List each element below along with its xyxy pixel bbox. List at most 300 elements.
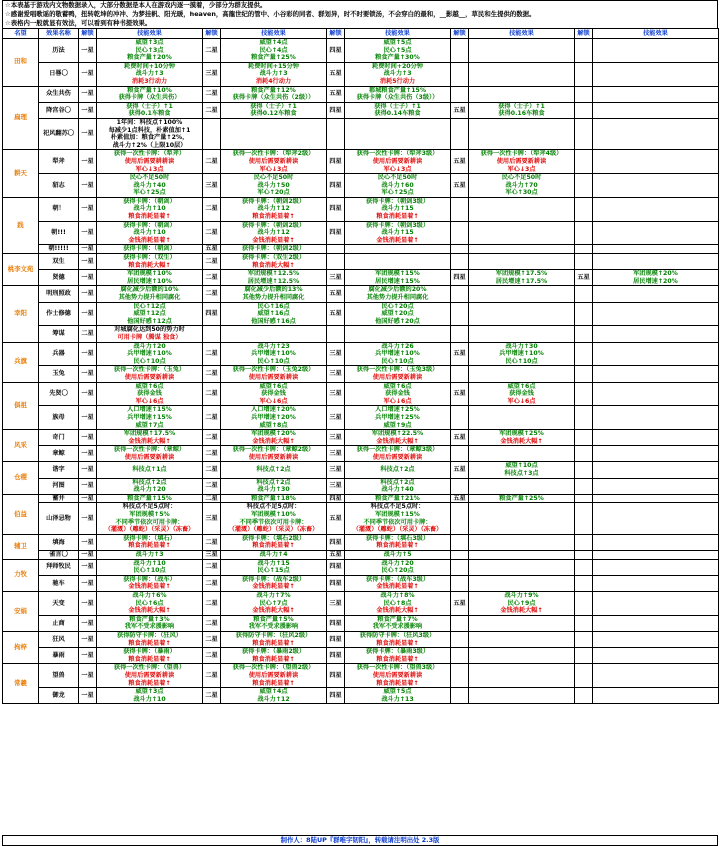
effect-line: 粮食产量↑25% [499, 494, 544, 502]
unlock-tier-cell: 四星 [327, 534, 345, 550]
effect-line: 民心↑20点 [381, 567, 414, 575]
header-effect-name: 效果名称 [39, 29, 79, 39]
effect-line: 其他势力提升相同腐化 [118, 294, 181, 301]
skill-effect-cell [345, 430, 451, 446]
unlock-tier-cell: 三星 [327, 406, 345, 430]
unlock-tier-cell [451, 254, 469, 270]
unlock-tier-cell [451, 118, 469, 149]
effect-line: 军心↑25点 [381, 189, 414, 197]
effect-line: 金钱消耗大幅↑ [252, 437, 295, 445]
effect-line: 民心↑20点 [381, 302, 414, 310]
table-row [3, 631, 719, 647]
effect-line: 获得卡牌：（暴雨2级） [241, 648, 306, 656]
skill-effect-cell [221, 615, 327, 631]
table-row [3, 342, 719, 366]
unlock-tier-cell [451, 286, 469, 302]
skill-effect-cell [221, 430, 327, 446]
table-row [3, 575, 719, 591]
category-cell: 安娟 [3, 591, 39, 631]
effect-line: 战斗力↑26 [381, 342, 414, 350]
skill-effect-cell [97, 688, 203, 704]
unlock-tier-cell: 五星 [327, 551, 345, 560]
skill-effect-cell [593, 86, 719, 102]
effect-line: 获得卡牌：（双生2级） [241, 254, 306, 262]
skill-effect-cell [221, 39, 327, 63]
effect-line: 战斗力↑12 [257, 229, 290, 237]
effect-line: 获得金钱 [509, 390, 534, 398]
skill-effect-cell [469, 559, 575, 575]
skill-effect-cell [221, 551, 327, 560]
effect-line: 军团规模↑5% [129, 511, 170, 519]
header-unlock: 解锁 [575, 29, 593, 39]
skill-effect-cell [593, 648, 719, 664]
effect-line: 我军不受求援影响 [248, 623, 299, 631]
table-row [3, 615, 719, 631]
effect-line: 不同季节依次可用卡牌： [239, 518, 308, 526]
effect-line: 耗费时间+10分钟 [124, 62, 175, 70]
unlock-tier-cell [575, 39, 593, 63]
table-row [3, 39, 719, 63]
category-cell: 践 [3, 197, 39, 253]
unlock-tier-cell [575, 575, 593, 591]
relic-name-cell: 填海 [39, 534, 79, 550]
skill-effect-cell [593, 62, 719, 86]
table-row [3, 286, 719, 302]
unlock-tier-cell [575, 406, 593, 430]
effect-line: 军团规模↑12.5% [247, 270, 300, 278]
relic-name-cell: 蓄井 [39, 494, 79, 503]
skill-effect-cell [221, 494, 327, 503]
unlock-tier-cell: 三星 [327, 366, 345, 382]
effect-line: 获得一次性卡牌：（犁斧2级） [232, 150, 315, 158]
effect-line: 金钱消耗显着↑ [128, 236, 171, 244]
skill-effect-cell [345, 494, 451, 503]
relic-name-cell: 山泽忌物 [39, 503, 79, 534]
effect-line: 威望↑3点 [135, 39, 164, 46]
skill-effect-cell [97, 664, 203, 688]
skill-effect-cell [593, 430, 719, 446]
skill-effect-cell [469, 197, 575, 221]
skill-effect-cell [593, 575, 719, 591]
unlock-tier-cell: 四星 [327, 221, 345, 245]
table-row [3, 462, 719, 478]
effect-line: 获得卡牌：（填石3级） [365, 534, 430, 542]
note-line: ☆表格内一般就显有效法，可以看到有种书提效果。 [5, 19, 152, 27]
unlock-tier-cell: 一星 [79, 494, 97, 503]
skill-effect-cell [345, 615, 451, 631]
skill-effect-cell [221, 150, 327, 174]
skill-effect-cell [593, 591, 719, 615]
unlock-tier-cell: 二星 [203, 591, 221, 615]
unlock-tier-cell: 二星 [203, 221, 221, 245]
skill-effect-cell [469, 366, 575, 382]
relic-name-cell: 暴雨 [39, 648, 79, 664]
unlock-tier-cell: 二星 [203, 478, 221, 494]
relic-name-cell: 贤德 [39, 270, 79, 286]
unlock-tier-cell: 四星 [327, 688, 345, 704]
effect-line: 获得（士子）↑1 [126, 102, 173, 110]
skill-effect-cell [593, 406, 719, 430]
effect-line: 使用后需要新耕读 [372, 373, 423, 381]
unlock-tier-cell: 五星 [451, 494, 469, 503]
skill-effect-cell [97, 150, 203, 174]
unlock-tier-cell: 三星 [327, 591, 345, 615]
unlock-tier-cell: 三星 [327, 342, 345, 366]
skill-effect-cell [593, 118, 719, 149]
skill-effect-cell [593, 221, 719, 245]
effect-line: 1年间：科技点↑100% [116, 118, 183, 126]
skill-effect-cell [345, 551, 451, 560]
effect-line: 兵甲增速↑10% [127, 350, 172, 358]
effect-line: 金钱消耗显着↑ [252, 236, 295, 244]
effect-line: 获得金钱 [385, 390, 410, 398]
relic-name-cell: 玉兔 [39, 366, 79, 382]
effect-line: 消耗3行动力 [131, 77, 168, 85]
effect-line: 使用后需要新耕读 [248, 671, 299, 679]
effect-line: 获得一次性卡牌：（望兽2级） [232, 664, 315, 672]
unlock-tier-cell: 三星 [327, 478, 345, 494]
effect-line: 兵甲增速↑10% [375, 350, 420, 358]
table-row [3, 254, 719, 270]
unlock-tier-cell: 一星 [79, 286, 97, 302]
effect-line: 其他势力提升相同腐化 [366, 294, 429, 301]
table-row [3, 150, 719, 174]
skill-effect-cell [221, 382, 327, 406]
effect-line: 粮食产量↑18% [251, 494, 296, 502]
unlock-tier-cell: 一星 [79, 406, 97, 430]
skill-effect-cell [345, 286, 451, 302]
effect-line: 粮食消耗大幅↑ [252, 261, 295, 269]
effect-line: 获得（士子）↑1 [374, 102, 421, 110]
skill-effect-cell [469, 478, 575, 494]
effect-line: 民心↑10点 [381, 357, 414, 365]
relic-name-cell: 双生 [39, 254, 79, 270]
effect-line: 人口增速↑25% [375, 406, 420, 414]
effect-line: 兵甲增速↑25% [375, 413, 420, 421]
effect-line: 使用后需要新耕读 [248, 453, 299, 461]
unlock-tier-cell: 二星 [203, 575, 221, 591]
skill-effect-cell [97, 462, 203, 478]
relic-name-cell: 望兽 [39, 664, 79, 688]
effect-line: 每减少1点科技，朴素值加↑1 [108, 126, 191, 134]
unlock-tier-cell [451, 575, 469, 591]
effect-line: 民心↑6点 [135, 599, 164, 607]
effect-line: 威望↑5点 [383, 688, 412, 696]
unlock-tier-cell [451, 302, 469, 326]
table-row [3, 494, 719, 503]
skill-effect-cell [345, 631, 451, 647]
effect-line: 兵甲增速↑15% [127, 413, 172, 421]
notes-block [2, 0, 718, 28]
unlock-tier-cell [451, 39, 469, 63]
skill-effect-cell [97, 631, 203, 647]
category-cell: 仓稷 [3, 462, 39, 494]
unlock-tier-cell [575, 118, 593, 149]
skill-effect-cell [469, 174, 575, 198]
unlock-tier-cell: 三星 [327, 462, 345, 478]
effect-line: （灌溉）（雕蛇）（采灵）（冻畜） [104, 526, 195, 534]
effect-line: 兵甲增速↑10% [251, 350, 296, 358]
skill-effect-cell [593, 534, 719, 550]
effect-line: 战斗力↑20 [133, 342, 166, 350]
effect-line: 军团规模↑17.5% [495, 270, 548, 278]
relic-name-cell: 天变 [39, 591, 79, 615]
table-row [3, 221, 719, 245]
unlock-tier-cell: 一星 [79, 382, 97, 406]
skill-effect-cell [593, 326, 719, 342]
unlock-tier-cell: 五星 [327, 302, 345, 326]
unlock-tier-cell: 四星 [451, 270, 469, 286]
relic-name-cell: 兵器 [39, 342, 79, 366]
effect-line: 获得卡牌：（战车3级） [365, 575, 430, 583]
unlock-tier-cell [575, 286, 593, 302]
table-row [3, 430, 719, 446]
skill-effect-cell [469, 118, 575, 149]
skill-effect-cell [345, 62, 451, 86]
skill-effect-cell [97, 430, 203, 446]
unlock-tier-cell [451, 245, 469, 254]
unlock-tier-cell: 二星 [203, 366, 221, 382]
effect-line: 获得卡牌：（双生） [123, 254, 176, 262]
unlock-tier-cell: 五星 [451, 382, 469, 406]
skill-effect-cell [221, 503, 327, 534]
relic-name-cell: 日晷〇 [39, 62, 79, 86]
skill-effect-cell [97, 286, 203, 302]
skill-effect-cell [593, 503, 719, 534]
effect-line: 粮食消耗显着↑ [376, 542, 419, 550]
skill-effect-cell [593, 494, 719, 503]
effect-line: 威望↑4点 [259, 39, 288, 46]
unlock-tier-cell [451, 503, 469, 534]
unlock-tier-cell [575, 197, 593, 221]
unlock-tier-cell: 五星 [451, 174, 469, 198]
effect-line: 粮食消耗显着↑ [128, 213, 171, 221]
unlock-tier-cell: 一星 [79, 102, 97, 118]
effect-line: 科技点↑2点 [380, 478, 415, 486]
unlock-tier-cell: 三星 [203, 503, 221, 534]
effect-line: 获得一次性卡牌：（章鲸3级） [356, 446, 439, 454]
unlock-tier-cell [575, 150, 593, 174]
unlock-tier-cell [575, 591, 593, 615]
skill-effect-cell [593, 559, 719, 575]
effect-line: 军心↓3点 [135, 165, 164, 173]
effect-line: （灌溉）（雕蛇）（采灵）（冻畜） [352, 526, 443, 534]
effect-line: 军心↑20点 [257, 189, 290, 197]
unlock-tier-cell: 一星 [79, 430, 97, 446]
unlock-tier-cell: 一星 [79, 245, 97, 254]
skill-effect-cell [345, 688, 451, 704]
table-row [3, 382, 719, 406]
skill-effect-cell [345, 174, 451, 198]
effect-line: 战斗力↑9% [504, 591, 539, 599]
relic-name-cell: 众生共伤 [39, 86, 79, 102]
skill-effect-cell [469, 503, 575, 534]
effect-line: 获得卡牌：（填石） [123, 534, 176, 542]
skill-effect-cell [345, 503, 451, 534]
skill-effect-cell [97, 118, 203, 149]
effect-line: 获得一次性卡牌：（章鲸2级） [232, 446, 315, 454]
skill-effect-cell [97, 575, 203, 591]
effect-line: 金钱消耗大幅↑ [500, 607, 543, 615]
effect-line: 获得卡牌：（朝剑2级） [241, 245, 306, 253]
skill-effect-cell [221, 197, 327, 221]
unlock-tier-cell: 二星 [203, 342, 221, 366]
unlock-tier-cell: 一星 [79, 342, 97, 366]
header-unlock: 解锁 [327, 29, 345, 39]
skill-effect-cell [469, 688, 575, 704]
effect-line: 民心↑16点 [257, 302, 290, 310]
unlock-tier-cell [451, 326, 469, 342]
effect-line: 消耗4行动力 [255, 77, 292, 85]
skill-effect-cell [345, 221, 451, 245]
skill-effect-cell [593, 286, 719, 302]
unlock-tier-cell [451, 446, 469, 462]
effect-line: 获得卡牌（众生共伤（3级）） [356, 94, 439, 102]
unlock-tier-cell: 五星 [203, 245, 221, 254]
category-cell: 常羲 [3, 664, 39, 704]
effect-line: 粮食产量↑3% [129, 615, 170, 623]
skill-effect-cell [221, 174, 327, 198]
unlock-tier-cell: 二星 [203, 664, 221, 688]
skill-effect-cell [345, 559, 451, 575]
skill-effect-cell [469, 494, 575, 503]
skill-effect-cell [221, 575, 327, 591]
table-row [3, 406, 719, 430]
effect-line: 科技点↑1点 [132, 466, 167, 474]
unlock-tier-cell: 四星 [203, 302, 221, 326]
unlock-tier-cell [575, 446, 593, 462]
skill-effect-cell [221, 446, 327, 462]
unlock-tier-cell [327, 254, 345, 270]
table-row [3, 664, 719, 688]
skill-effect-cell [97, 559, 203, 575]
unlock-tier-cell: 一星 [79, 688, 97, 704]
unlock-tier-cell: 二星 [203, 270, 221, 286]
unlock-tier-cell [575, 688, 593, 704]
skill-effect-cell [345, 342, 451, 366]
skill-effect-cell [469, 551, 575, 560]
effect-line: 军团规模↑20% [633, 270, 678, 278]
unlock-tier-cell [451, 664, 469, 688]
unlock-tier-cell [575, 382, 593, 406]
unlock-tier-cell: 四星 [327, 197, 345, 221]
effect-line: 威望↑5点 [383, 39, 412, 46]
unlock-tier-cell: 二星 [203, 446, 221, 462]
unlock-tier-cell: 五星 [327, 503, 345, 534]
unlock-tier-cell: 一星 [79, 478, 97, 494]
unlock-tier-cell: 二星 [203, 102, 221, 118]
effect-line: 人口增速↑20% [251, 406, 296, 414]
unlock-tier-cell: 三星 [203, 62, 221, 86]
unlock-tier-cell: 五星 [327, 62, 345, 86]
skill-effect-cell [469, 326, 575, 342]
unlock-tier-cell: 四星 [327, 102, 345, 118]
effect-line: 粮食消耗显着↑ [252, 639, 295, 647]
unlock-tier-cell: 一星 [79, 591, 97, 615]
effect-line: 威望↑8点 [259, 421, 288, 429]
effect-line: 耗费时间+20分钟 [372, 62, 423, 70]
effect-line: 军团规模↑10% [127, 270, 172, 278]
unlock-tier-cell: 二星 [203, 86, 221, 102]
effect-line: 军团规模↑17.5% [123, 430, 176, 438]
unlock-tier-cell: 二星 [203, 197, 221, 221]
skill-effect-cell [593, 302, 719, 326]
effect-line: 不同季节依次可用卡牌： [115, 518, 184, 526]
effect-line: 粮食消耗显着↑ [128, 679, 171, 687]
unlock-tier-cell: 四星 [327, 575, 345, 591]
effect-line: 粮食产量↑5% [253, 615, 294, 623]
unlock-tier-cell: 二星 [203, 631, 221, 647]
effect-line: 粮食消耗显着↑ [252, 655, 295, 663]
unlock-tier-cell: 四星 [327, 494, 345, 503]
effect-line: 他国好感↑20点 [375, 317, 420, 325]
skill-effect-cell [345, 591, 451, 615]
unlock-tier-cell [575, 503, 593, 534]
unlock-tier-cell [451, 631, 469, 647]
effect-line: 粮食产量↑30% [375, 54, 420, 62]
effect-line: 民心↑15点 [257, 567, 290, 575]
skill-effect-cell [593, 197, 719, 221]
effect-line: 战斗力↑10 [133, 695, 166, 703]
category-cell: 扁理 [3, 86, 39, 150]
unlock-tier-cell: 四星 [327, 559, 345, 575]
relic-name-cell: 奇门 [39, 430, 79, 446]
skill-effect-cell [221, 118, 327, 149]
skill-effect-cell [345, 366, 451, 382]
unlock-tier-cell: 一星 [79, 366, 97, 382]
effect-line: 获得卡牌：（战车2级） [241, 575, 306, 583]
effect-line: 军团规模↑15% [375, 270, 420, 278]
effect-line: 威望↑7点 [135, 421, 164, 429]
skill-effect-cell [97, 254, 203, 270]
unlock-tier-cell [451, 197, 469, 221]
unlock-tier-cell [451, 62, 469, 86]
effect-line: 粮食消耗显着↑ [376, 655, 419, 663]
effect-line: 民心↑10点 [505, 357, 538, 365]
relic-name-cell: 章鲸 [39, 446, 79, 462]
relic-name-cell: 驰车 [39, 575, 79, 591]
table-row [3, 62, 719, 86]
relic-name-cell: 止商 [39, 615, 79, 631]
effect-line: 金钱消耗显着↑ [128, 583, 171, 591]
unlock-tier-cell: 五星 [451, 430, 469, 446]
effect-line: 使用后需要新耕读 [496, 157, 547, 165]
effect-line: 获得卡牌：（朝剑3级） [365, 197, 430, 205]
unlock-tier-cell: 一星 [79, 62, 97, 86]
effect-line: 金钱消耗大幅↑ [500, 437, 543, 445]
page [2, 0, 718, 844]
effect-line: 获得一次性卡牌：（玉兔3级） [356, 366, 439, 374]
unlock-tier-cell: 五星 [575, 270, 593, 286]
skill-effect-cell [345, 254, 451, 270]
relic-name-cell: 明刑照政 [39, 286, 79, 302]
effect-line: 对城腐化达到50的势力时 [114, 326, 185, 334]
effect-line: 获得一次性卡牌：（望兽3级） [356, 664, 439, 672]
effect-line: 粮食产量↑25% [251, 54, 296, 62]
effect-line: 我军不受求援影响 [372, 623, 423, 631]
effect-line: 威望↑6点 [507, 382, 536, 390]
relic-name-cell: 貂志 [39, 174, 79, 198]
effect-line: 使用后需要新耕读 [124, 373, 175, 381]
effect-line: 战斗力↑23 [257, 342, 290, 350]
table-row [3, 366, 719, 382]
skill-effect-cell [97, 302, 203, 326]
unlock-tier-cell [203, 118, 221, 149]
effect-line: 获得金钱 [261, 390, 286, 398]
skill-effect-cell [221, 406, 327, 430]
relic-name-cell: 雀言〇 [39, 551, 79, 560]
effect-line: 粮食消耗显着↑ [252, 542, 295, 550]
